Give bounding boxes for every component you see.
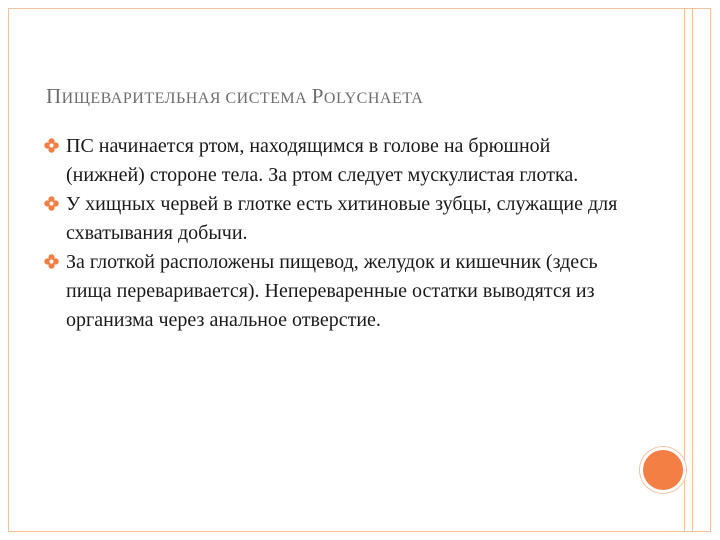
list-item — [44, 190, 634, 248]
bullet-text: ПС начинается ртом, находящимся в голове на брюшной (нижней) стороне тела. За ртом следует мускулистая глотка. — [66, 135, 579, 186]
title-second-letter: P — [311, 84, 324, 108]
bullet-list — [44, 132, 634, 335]
side-line-inner — [684, 8, 685, 532]
flower-bullet-icon — [44, 254, 59, 269]
side-line-outer — [692, 8, 693, 532]
list-item — [44, 248, 634, 335]
flower-bullet-icon — [44, 196, 59, 211]
decorative-circle — [640, 447, 686, 493]
title-second-rest: OLYCHAETA — [323, 90, 424, 107]
slide-title — [46, 74, 423, 111]
title-rest: ИЩЕВАРИТЕЛЬНАЯ СИСТЕМА — [61, 90, 308, 107]
bullet-text: У хищных червей в глотке есть хитиновые зубцы, служащие для схватывания добычи. — [66, 193, 618, 244]
list-item — [44, 132, 634, 190]
flower-bullet-icon — [44, 138, 59, 153]
bullet-text: За глоткой расположены пищевод, желудок и кишечник (здесь пища переваривается). Непереваренные остатки выводятся из организма через анальное отверстие. — [66, 251, 598, 331]
title-first-letter: П — [46, 84, 62, 108]
